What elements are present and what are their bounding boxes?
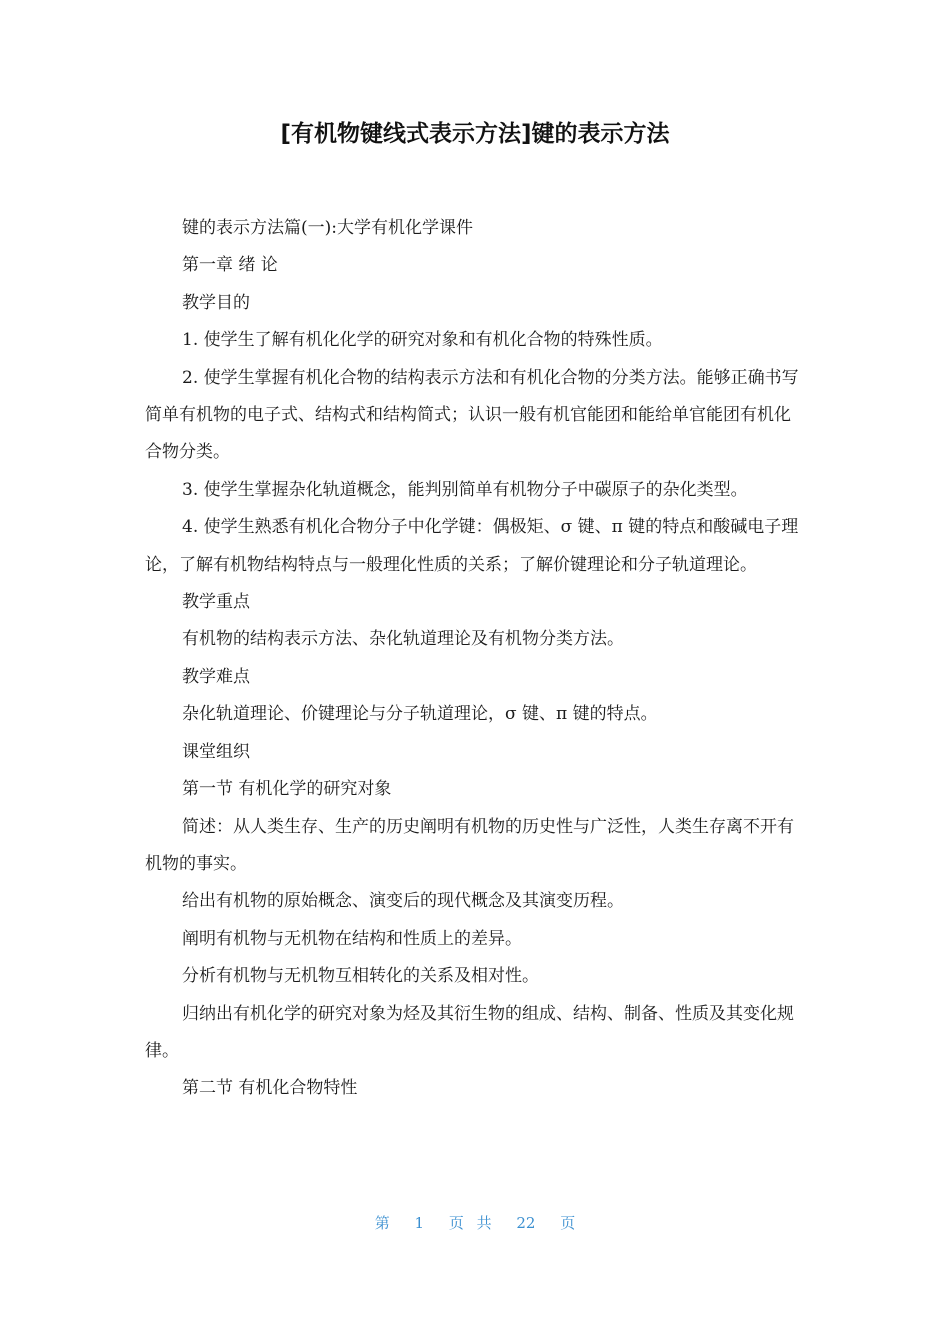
section-label: 教学目的	[182, 292, 250, 313]
paragraph: 2. 使学生掌握有机化合物的结构表示方法和有机化合物的分类方法。能够正确书写简单有机物的电子式、结构式和结构简式；认识一般有机官能团和能给单官能团有机化合物分类。	[145, 367, 799, 463]
chapter-heading: 第一章 绪 论	[182, 255, 278, 276]
current-page-number: 1	[414, 1214, 425, 1232]
section-heading: 第一节 有机化学的研究对象	[182, 779, 392, 800]
total-pages-number: 22	[516, 1214, 536, 1232]
section-heading: 第二节 有机化合物特性	[182, 1078, 358, 1099]
paragraph: 阐明有机物与无机物在结构和性质上的差异。	[182, 928, 522, 949]
paragraph: 归纳出有机化学的研究对象为烃及其衍生物的组成、结构、制备、性质及其变化规律。	[145, 1003, 794, 1061]
section-label: 课堂组织	[182, 741, 250, 762]
section-label: 教学难点	[182, 666, 250, 687]
document-title: [有机物键线式表示方法]键的表示方法	[280, 121, 670, 147]
footer-suffix: 页	[560, 1214, 576, 1232]
paragraph: 键的表示方法篇(一):大学有机化学课件	[182, 218, 473, 238]
paragraph: 有机物的结构表示方法、杂化轨道理论及有机物分类方法。	[182, 629, 624, 650]
paragraph: 3. 使学生掌握杂化轨道概念，能判别简单有机物分子中碳原子的杂化类型。	[182, 479, 748, 500]
footer-middle: 页 共	[448, 1214, 492, 1232]
section-label: 教学重点	[182, 592, 250, 613]
paragraph: 简述：从人类生存、生产的历史阐明有机物的历史性与广泛性，人类生存离不开有机物的事实。	[145, 816, 794, 874]
paragraph: 1. 使学生了解有机化化学的研究对象和有机化合物的特殊性质。	[182, 330, 663, 351]
paragraph: 分析有机物与无机物互相转化的关系及相对性。	[182, 966, 539, 987]
page-footer	[0, 1210, 950, 1236]
paragraph: 杂化轨道理论、价键理论与分子轨道理论，σ 键、π 键的特点。	[182, 704, 658, 725]
paragraph: 给出有机物的原始概念、演变后的现代概念及其演变历程。	[182, 891, 624, 912]
document-body	[145, 210, 805, 1108]
paragraph: 4. 使学生熟悉有机化合物分子中化学键：偶极矩、σ 键、π 键的特点和酸碱电子理论，了解有机物结构特点与一般理化性质的关系；了解价键理论和分子轨道理论。	[145, 517, 799, 575]
footer-prefix: 第	[374, 1214, 390, 1232]
